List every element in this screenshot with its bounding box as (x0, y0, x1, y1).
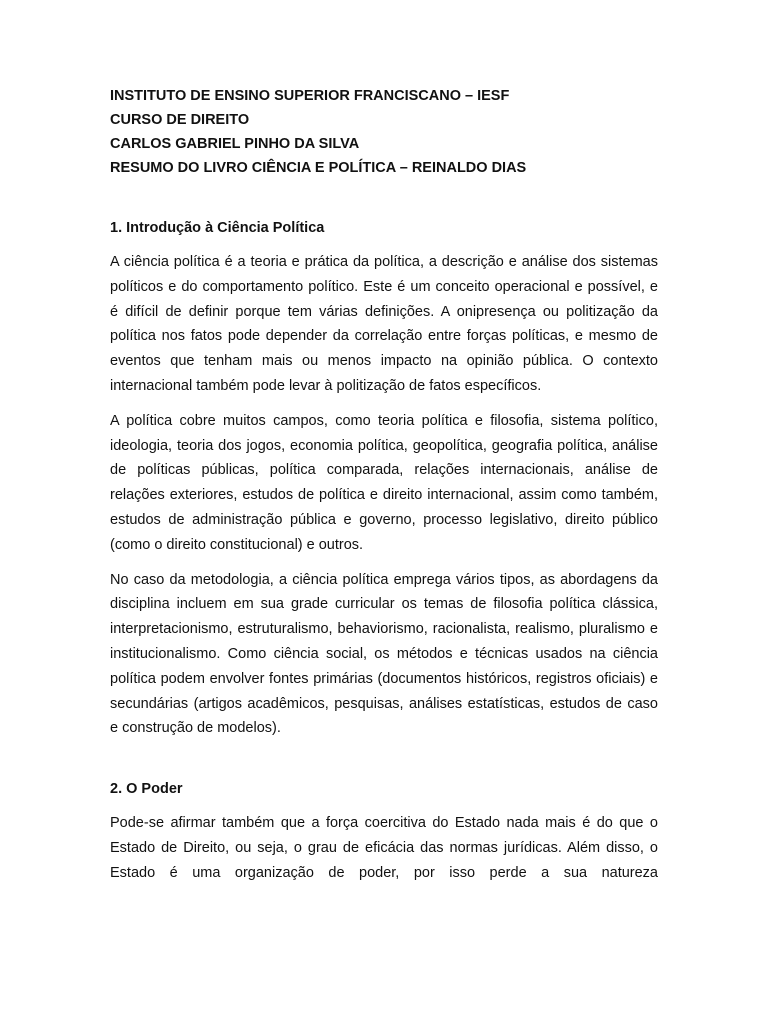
section-power (110, 777, 658, 885)
paragraph: No caso da metodologia, a ciência política emprega vários tipos, as abordagens da disciplina incluem em sua grade curricular os temas de filosofia política clássica, interpretacionismo, estruturalismo, behaviorismo, racionalista, realismo, pluralismo e institucionalismo. Como ciência social, os métodos e técnicas usados na ciência política podem envolver fontes primárias (documentos históricos, registros oficiais) e secundárias (artigos acadêmicos, pesquisas, análises estatísticas, estudos de caso e construção de modelos). (110, 571, 658, 737)
author-name: CARLOS GABRIEL PINHO DA SILVA (110, 136, 360, 152)
paragraph: A ciência política é a teoria e prática da política, a descrição e análise dos sistemas políticos e do comportamento político. Este é um conceito operacional e possível, e é difícil de definir porque tem várias definições. A onipresença ou politização da política nos fatos pode depender da correlação entre forças políticas, e mesmo de eventos que tenham mais ou menos impacto na opinião pública. O contexto internacional também pode levar à politização de fatos específicos. (110, 254, 658, 394)
document-title: RESUMO DO LIVRO CIÊNCIA E POLÍTICA – REINALDO DIAS (110, 160, 527, 176)
section-heading: 2. O Poder (110, 781, 183, 798)
document-page (110, 84, 658, 886)
document-header (110, 84, 658, 180)
institution-name: INSTITUTO DE ENSINO SUPERIOR FRANCISCANO – IESF (110, 88, 510, 104)
course-name: CURSO DE DIREITO (110, 112, 250, 128)
section-introduction (110, 216, 658, 741)
section-heading: 1. Introdução à Ciência Política (110, 220, 325, 236)
paragraph: Pode-se afirmar também que a força coercitiva do Estado nada mais é do que o Estado de Direito, ou seja, o grau de eficácia das normas jurídicas. Além disso, o Estado é uma organização de poder, por isso perde a sua natureza (110, 815, 658, 881)
paragraph: A política cobre muitos campos, como teoria política e filosofia, sistema político, ideologia, teoria dos jogos, economia política, geopolítica, geografia política, análise de políticas públicas, política comparada, relações internacionais, análise de relações exteriores, estudos de política e direito internacional, assim como também, estudos de administração pública e governo, processo legislativo, direito público (como o direito constitucional) e outros. (110, 412, 658, 553)
